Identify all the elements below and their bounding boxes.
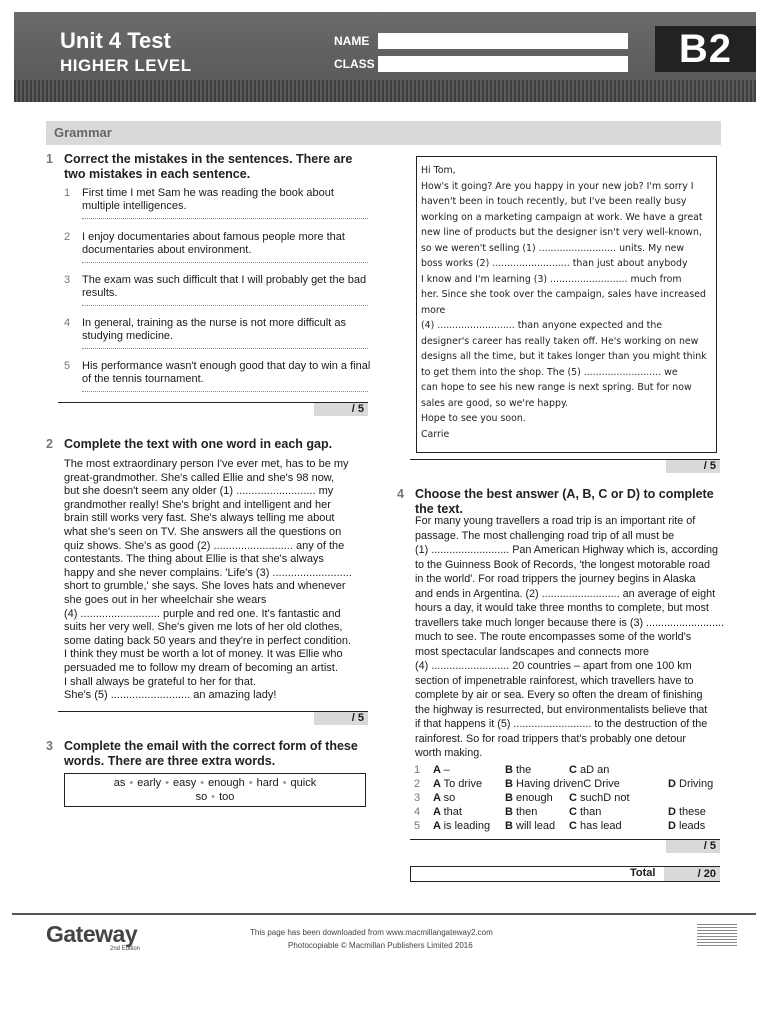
text-line: For many young travellers a road trip is an important rite of — [415, 515, 696, 527]
text-line: she goes out in her wheelchair she wears — [64, 593, 267, 606]
text-line: boss works (2) .......................... than just about anybody — [421, 258, 688, 269]
answer-choice-b[interactable]: B Having drivenC Drive — [505, 778, 620, 790]
section-title: Grammar — [54, 125, 112, 140]
option-row — [414, 791, 724, 805]
answer-choice-a[interactable]: A To drive — [433, 778, 483, 790]
word-option: quick — [290, 777, 317, 789]
text-line: section of impenetrable rainforest, which travellers have to — [415, 674, 694, 687]
option-row — [414, 805, 724, 819]
answer-choice-text: has lead — [580, 820, 622, 832]
word-box — [64, 773, 366, 807]
q1-number: 1 — [46, 152, 53, 166]
item-text: In general, training as the nurse is not more difficult as studying medicine. — [82, 317, 346, 342]
total-label: Total — [630, 867, 656, 879]
q3-score: / 5 — [666, 460, 720, 473]
gateway-logo: Gateway — [46, 921, 138, 947]
text-line: most spectacular landscapes and connects more — [415, 645, 650, 658]
word-box-row — [65, 776, 365, 790]
q4-score: / 5 — [666, 840, 720, 853]
text-line: more — [421, 304, 446, 316]
text-line: (4) .......................... than anyone expected and the — [421, 320, 663, 331]
q4-instruction: Choose the best answer (A, B, C or D) to complete the text. — [415, 487, 714, 516]
text-line: (4) .......................... 20 countries – apart from one 100 km — [415, 660, 692, 672]
word-option: too — [219, 791, 235, 803]
class-label: CLASS — [334, 57, 375, 71]
name-label: NAME — [334, 34, 370, 48]
text-line: to the Guinness Book of Records, 'the longest motorable road — [415, 558, 710, 571]
answer-line[interactable] — [82, 348, 368, 349]
word-option: easy — [172, 777, 197, 789]
item-text: I enjoy documentaries about famous people more that documentaries about environment. — [82, 231, 345, 256]
text-line: great-grandmother. She's called Ellie and she's 98 now, — [64, 471, 335, 484]
text-line: happy and she never complains. 'Life's (3) .......................... — [64, 566, 352, 579]
text-line: sales are good, so we're happy. — [421, 397, 569, 409]
bullet-separator: • — [282, 777, 287, 789]
word-option: as — [113, 777, 126, 789]
answer-choice-b[interactable]: B the — [505, 764, 532, 776]
answer-choice-text: enough — [516, 792, 553, 804]
word-option: hard — [256, 777, 279, 789]
answer-choice-text: then — [516, 806, 538, 818]
text-line: so we weren't selling (1) .......................... units. My new — [421, 242, 685, 254]
answer-choice-text: these — [679, 806, 706, 818]
answer-choice-a[interactable]: A that — [433, 806, 462, 818]
q3-number: 3 — [46, 739, 53, 753]
bullet-separator: • — [165, 777, 169, 789]
copyright-note: Photocopiable © Macmillan Publishers Limited 2016 — [288, 941, 473, 950]
option-number: 5 — [414, 820, 421, 832]
text-line: much to see. The route encompasses some of the world's — [415, 631, 692, 643]
total-score: / 20 — [664, 867, 720, 881]
item-text: First time I met Sam he was reading the book about multiple intelligences. — [82, 187, 334, 212]
word-option: so — [195, 791, 208, 803]
option-number: 3 — [414, 792, 421, 804]
text-line: passage. The most challenging road trip of all must be — [415, 529, 675, 542]
text-line: designer's career has really taken off. He's working on new — [421, 335, 699, 347]
text-line: some dating back 50 years and they're in perfect condition. — [64, 634, 352, 647]
answer-choice-text: – — [443, 764, 450, 776]
answer-choice-a[interactable]: A is leading — [433, 820, 491, 832]
q4-passage — [415, 514, 735, 761]
text-line: new line of products but the designer isn't very well-known, — [421, 227, 702, 238]
item-number: 1 — [64, 187, 71, 199]
answer-choice-a[interactable]: A – — [433, 764, 450, 776]
q3-instruction: Complete the email with the correct form of these words. There are three extra words. — [64, 739, 358, 768]
option-row — [414, 777, 724, 791]
text-line: suits her very well. She's given me lots of her old clothes, — [64, 621, 343, 634]
publisher-logo-icon — [697, 924, 737, 948]
q2-passage — [64, 458, 372, 703]
text-line: I think they must be worth a lot of money. It was Ellie who — [64, 648, 343, 661]
email-box — [416, 156, 717, 453]
option-number: 2 — [414, 778, 421, 790]
item-number: 3 — [64, 274, 71, 286]
answer-choice-b[interactable]: B will lead — [505, 820, 556, 832]
answer-choice-c[interactable]: C has lead — [569, 820, 622, 832]
answer-choice-d[interactable]: D leads — [668, 820, 706, 832]
answer-choice-d[interactable]: D these — [668, 806, 706, 818]
download-note: This page has been downloaded from www.macmillangateway2.com — [250, 928, 493, 937]
answer-choice-text: is leading — [443, 820, 491, 832]
text-line: can hope to see his new range is next spring. But for now — [421, 382, 692, 393]
text-line: if that happens it (5) .......................... to the destruction of the — [415, 718, 708, 730]
q2-score: / 5 — [314, 712, 368, 725]
section-bar — [46, 121, 721, 145]
text-line: quiz shows. She's as good (2) .......................... any of the — [64, 539, 345, 552]
answer-choice-c[interactable]: C suchD not — [569, 792, 630, 804]
option-row — [414, 819, 724, 833]
text-line: to get them into the shop. The (5) .......................... we — [421, 366, 678, 378]
answer-choice-text: suchD not — [580, 792, 630, 804]
answer-line[interactable] — [82, 262, 368, 263]
level-badge: B2 — [655, 26, 756, 72]
text-line: hours a day, it would take three months to complete, but most — [415, 602, 709, 614]
text-line: worth making. — [415, 747, 483, 759]
test-title: Unit 4 Test — [60, 28, 171, 53]
test-level-label: HIGHER LEVEL — [60, 56, 192, 75]
bullet-separator: • — [248, 777, 253, 789]
item-number: 2 — [64, 231, 71, 243]
answer-choice-text: Having drivenC Drive — [516, 778, 620, 790]
text-line: (4) .......................... purple and red one. It's fantastic and — [64, 607, 341, 620]
answer-choice-b[interactable]: B enough — [505, 792, 553, 804]
header-stripe — [14, 80, 756, 102]
q1-score: / 5 — [314, 403, 368, 416]
answer-choice-text: than — [580, 806, 602, 818]
text-line: and ends in Argentina. (2) .......................... an average of eight — [415, 587, 716, 600]
text-line: contestants. The thing about Ellie is that she's always — [64, 553, 324, 566]
text-line: travellers take much longer because there is (3) .......................... — [415, 616, 725, 629]
q1-instruction: Correct the mistakes in the sentences. There are two mistakes in each sentence. — [64, 152, 353, 181]
text-line: in the world'. For road trippers the journey begins in Alaska — [415, 573, 696, 585]
text-line: the highway is resurrected, but environmentalists believe that — [415, 703, 708, 716]
text-line: what she's seen on TV. She answers all the questions on — [64, 525, 342, 538]
bullet-separator: • — [129, 777, 134, 789]
text-line: Carrie — [421, 428, 450, 440]
text-line: I know and I'm learning (3) .......................... much from — [421, 273, 682, 285]
text-line: I shall always be grateful to her for that. — [64, 675, 256, 688]
text-line: complete by air or sea. Every so often the dream of finishing — [415, 689, 703, 701]
text-line: grandmother really! She's bright and intelligent and her — [64, 498, 331, 511]
bullet-separator: • — [200, 777, 205, 789]
answer-choice-text: so — [443, 792, 456, 804]
text-line: (1) .......................... Pan American Highway which is, according — [415, 544, 719, 556]
footer-rule — [12, 913, 756, 915]
class-field[interactable] — [378, 56, 628, 72]
text-line: working on a marketing campaign at work. We have a great — [421, 211, 703, 223]
answer-choice-text: To drive — [443, 778, 483, 790]
text-line: persuaded me to follow my dream of becoming an artist. — [64, 661, 338, 674]
answer-choice-text: aD an — [580, 764, 610, 776]
q4-number: 4 — [397, 487, 404, 501]
answer-choice-b[interactable]: B then — [505, 806, 538, 818]
q2-number: 2 — [46, 437, 53, 451]
option-number: 4 — [414, 806, 421, 818]
answer-line[interactable] — [82, 305, 368, 306]
text-line: haven't been in touch recently, but I've been really busy — [421, 196, 687, 207]
answer-choice-d[interactable]: D Driving — [668, 778, 714, 790]
item-number: 4 — [64, 317, 71, 329]
text-line: but she doesn't seem any older (1) .......................... my — [64, 485, 334, 498]
edition-label: 2nd Edition — [110, 946, 141, 952]
text-line: brain still works very fast. She's always telling me about — [64, 512, 335, 525]
text-line: designs all the time, but it takes longer than you might think — [421, 351, 707, 362]
option-number: 1 — [414, 764, 421, 776]
text-line: Hi Tom, — [421, 165, 456, 176]
answer-choice-text: will lead — [516, 820, 556, 832]
item-text: His performance wasn't enough good that day to win a final of the tennis tournament. — [82, 360, 371, 385]
option-row — [414, 763, 724, 777]
name-field[interactable] — [378, 33, 628, 49]
text-line: her. Since she took over the campaign, sales have increased — [421, 289, 706, 300]
item-text: The exam was such difficult that I will probably get the bad results. — [82, 274, 367, 299]
answer-line[interactable] — [82, 218, 368, 219]
q4-options — [414, 763, 724, 833]
bullet-separator: • — [211, 791, 216, 803]
text-line: rainforest. So for road trippers that's probably one detour — [415, 732, 686, 745]
answer-choice-text: the — [516, 764, 532, 776]
word-box-row — [65, 790, 365, 804]
answer-choice-c[interactable]: C aD an — [569, 764, 610, 776]
word-option: early — [137, 777, 162, 789]
text-line: How's it going? Are you happy in your new job? I'm sorry I — [421, 180, 694, 192]
text-line: She's (5) .......................... an amazing lady! — [64, 689, 277, 702]
text-line: short to grumble,' she says. She loves hats and whenever — [64, 580, 346, 593]
answer-choice-text: leads — [679, 820, 706, 832]
answer-line[interactable] — [82, 391, 368, 392]
text-line: The most extraordinary person I've ever met, has to be my — [64, 458, 349, 470]
answer-choice-a[interactable]: A so — [433, 792, 456, 804]
answer-choice-text: Driving — [679, 778, 714, 790]
item-number: 5 — [64, 360, 71, 372]
answer-choice-c[interactable]: C than — [569, 806, 602, 818]
word-option: enough — [208, 777, 245, 789]
q2-instruction: Complete the text with one word in each gap. — [64, 437, 333, 451]
text-line: Hope to see you soon. — [421, 413, 526, 424]
answer-choice-text: that — [443, 806, 462, 818]
